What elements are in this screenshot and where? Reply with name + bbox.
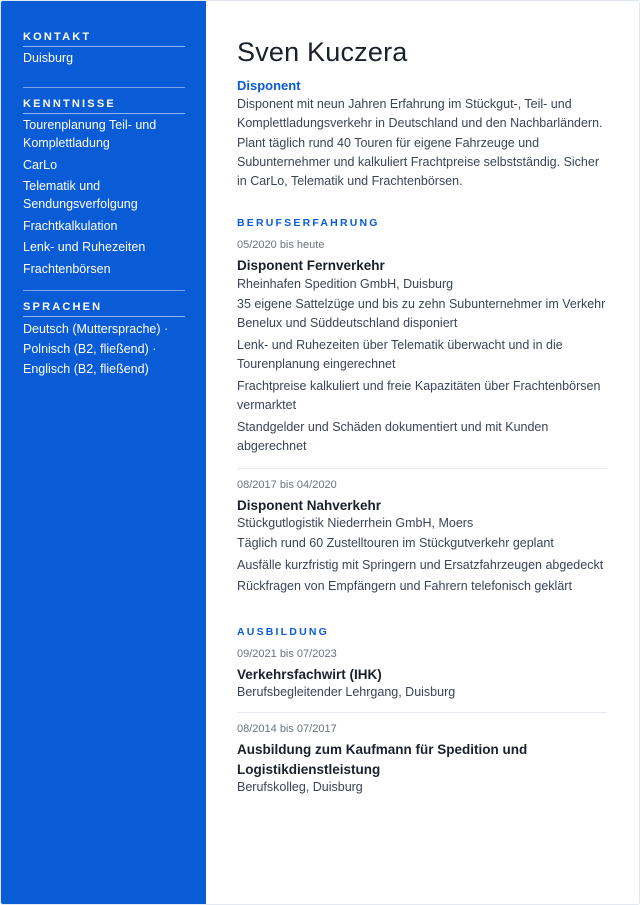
sidebar [1, 1, 206, 904]
skill-item: Lenk- und Ruhezeiten [23, 240, 146, 254]
entry-bullets [237, 534, 607, 597]
person-name: Sven Kuczera [237, 37, 408, 67]
language-line: Polnisch (B2, fließend) · [23, 341, 157, 356]
skills-section [23, 98, 185, 278]
bullet-item: Standgelder und Schäden dokumentiert und mit Kunden abgerechnet [237, 419, 549, 454]
sidebar-divider [23, 290, 185, 291]
entry-bullets [237, 295, 607, 457]
entry-organization: Berufsbegleitender Lehrgang, Duisburg [237, 685, 456, 700]
entry-title: Disponent Nahverkehr [237, 497, 382, 513]
skill-item: Tourenplanung Teil- und Komplettladung [23, 118, 157, 150]
skill-item: Frachtenbörsen [23, 261, 111, 276]
bullet-item: 35 eigene Sattelzüge und bis zu zehn Subunternehmer im Verkehr Benelux und Süddeutschland disponiert [237, 296, 606, 331]
skill-item: CarLo [23, 157, 58, 172]
contact-city: Duisburg [23, 51, 74, 65]
skills-heading: KENNTNISSE [23, 98, 185, 114]
language-line: Englisch (B2, fließend) [23, 361, 149, 376]
education-entry [237, 712, 607, 807]
skill-item: Telematik und Sendungsverfolgung [23, 179, 138, 211]
bullet-item: Lenk- und Ruhezeiten über Telematik überwacht und in die Tourenplanung eingerechnet [237, 337, 563, 372]
job-role: Disponent [237, 78, 301, 93]
experience-section [237, 217, 607, 608]
experience-entry [237, 468, 607, 608]
entry-organization: Berufskolleg, Duisburg [237, 780, 363, 795]
skills-list [23, 116, 185, 278]
languages-heading: SPRACHEN [23, 301, 185, 317]
education-entry [237, 648, 607, 713]
profile-summary: Disponent mit neun Jahren Erfahrung im Stückgut-, Teil- und Komplettladungsverkehr in Deutschland und den Nachbarländern. Plant täglich rund 40 Touren für eigene Fahrzeuge und Subunternehmer und kalkuliert Frachtpreise selbstständig. Sicher in CarLo, Telematik und Frachtenbörsen. [237, 97, 603, 189]
entry-date: 05/2020 bis heute [237, 239, 325, 252]
main-content [206, 1, 639, 904]
contact-heading: KONTAKT [23, 31, 185, 47]
entry-date: 08/2014 bis 07/2017 [237, 723, 337, 736]
entry-date: 08/2017 bis 04/2020 [237, 478, 337, 491]
skill-item: Frachtkalkulation [23, 218, 118, 233]
language-line: Deutsch (Muttersprache) · [23, 321, 169, 336]
entry-title: Ausbildung zum Kaufmann für Spedition und Logistikdienstleistung [237, 742, 528, 777]
entry-date: 09/2021 bis 07/2023 [237, 647, 337, 660]
entry-title: Disponent Fernverkehr [237, 258, 385, 274]
experience-entry [237, 239, 607, 468]
sidebar-divider [23, 87, 185, 88]
education-section [237, 626, 607, 808]
entry-title: Verkehrsfachwirt (IHK) [237, 666, 382, 682]
bullet-item: Täglich rund 60 Zustelltouren im Stückgutverkehr geplant [237, 536, 554, 551]
languages-section [23, 301, 185, 379]
bullet-item: Frachtpreise kalkuliert und freie Kapazitäten über Frachtenbörsen vermarktet [237, 378, 601, 413]
bullet-item: Ausfälle kurzfristig mit Springern und Ersatzfahrzeugen abgedeckt [237, 557, 604, 572]
experience-heading: BERUFSERFAHRUNG [237, 217, 380, 230]
bullet-item: Rückfragen von Empfängern und Fahrern telefonisch geklärt [237, 579, 572, 594]
contact-section [23, 31, 185, 67]
education-heading: AUSBILDUNG [237, 625, 329, 638]
entry-organization: Rheinhafen Spedition GmbH, Duisburg [237, 276, 454, 291]
entry-organization: Stückgutlogistik Niederrhein GmbH, Moers [237, 516, 474, 531]
